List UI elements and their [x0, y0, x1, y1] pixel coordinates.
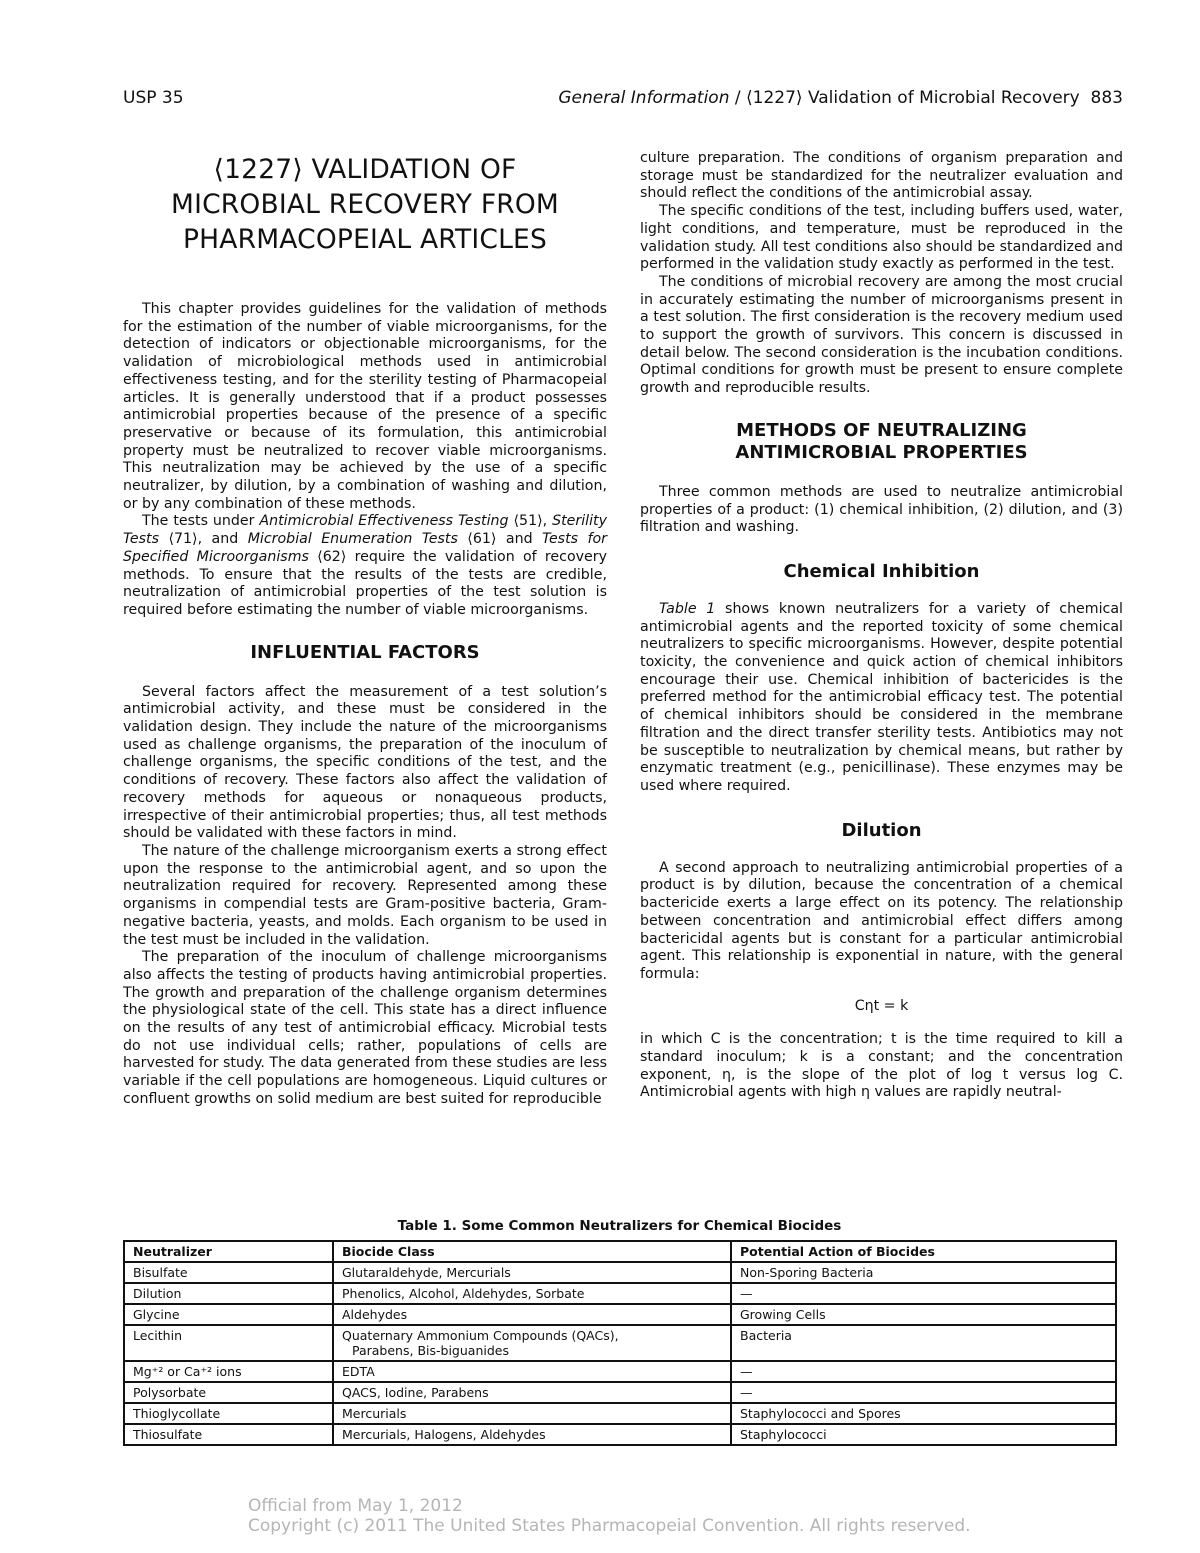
header-section: General Information [558, 88, 730, 108]
table-reference: Table 1 [659, 600, 716, 617]
table-cell: Polysorbate [124, 1382, 333, 1403]
table-cell: Bacteria [731, 1325, 1116, 1361]
table-row [124, 1424, 1116, 1445]
table-cell: EDTA [333, 1361, 731, 1382]
table-cell: Mercurials [333, 1403, 731, 1424]
table-header-row [124, 1241, 1116, 1262]
section-heading-methods [640, 420, 1123, 464]
paragraph: The specific conditions of the test, including buffers used, water, light conditions, and temperature, must be reproduced in the validation study. All test conditions also should be standardized and performed in the validation study exactly as performed in the test. [640, 203, 1123, 273]
text-run: ⟨51⟩, [508, 513, 553, 530]
cell-line: Quaternary Ammonium Compounds (QACs), [342, 1328, 619, 1343]
text-run: ⟨61⟩ and [457, 531, 543, 548]
paragraph: Several factors affect the measurement of a test solution’s antimicrobial activity, and these must be considered in the validation design. They include the nature of the microorganisms used as challenge organisms, the preparation of the inoculum of challenge organisms, the specific conditions of the test, and the conditions of recovery. These factors also affect the validation of recovery methods for aqueous or nonaqueous products, irrespective of their antimicrobial properties; thus, all test methods should be validated with these factors in mind. [123, 683, 607, 842]
paragraph: The nature of the challenge microorganism exerts a strong effect upon the response to the antimicrobial agent, and so upon the neutralization required for recovery. Represented among these organisms in compendial tests are Gram-positive bacteria, Gram-negative bacteria, yeasts, and molds. Each organism to be used in the test must be included in the validation. [123, 842, 607, 948]
text-run: shows known neutralizers for a variety of chemical antimicrobial agents and the reported toxicity of some chemical neutralizers to specific microorganisms. However, despite potential toxicity, the convenience and quick action of chemical inhibitors encourage their use. Chemical inhibition of bactericides is the preferred method for the antimicrobial efficacy test. The potential of chemical inhibitors should be considered in the membrane filtration and the direct transfer sterility tests. Antibiotics may not be susceptible to neutralization by chemical means, but rather by enzymatic treatment (e.g., penicillinase). These enzymes may be used where required. [640, 600, 1123, 794]
test-reference: Sterility Tests [123, 513, 608, 548]
subheading-dilution: Dilution [841, 819, 922, 841]
table-cell: Dilution [124, 1283, 333, 1304]
table-cell: Growing Cells [731, 1304, 1116, 1325]
paragraph: The conditions of microbial recovery are among the most crucial in accurately estimating the number of microorganisms present in a test solution. The first consideration is the recovery medium used to support the growth of survivors. This concern is discussed in detail below. The second consideration is the incubation conditions. Optimal conditions for growth must be present to ensure complete growth and reproducible results. [640, 273, 1123, 397]
table-row [124, 1262, 1116, 1283]
section-heading-influential-factors: INFLUENTIAL FACTORS [250, 641, 480, 663]
header-chapter: / ⟨1227⟩ Validation of Microbial Recovery [729, 88, 1080, 108]
test-reference: Antimicrobial Effectiveness Testing [259, 513, 509, 530]
cell-line: Parabens, Bis-biguanides [352, 1343, 509, 1358]
table-row [124, 1403, 1116, 1424]
table-row [124, 1361, 1116, 1382]
table-cell: — [731, 1382, 1116, 1403]
table-cell: Staphylococci and Spores [731, 1403, 1116, 1424]
table-cell [333, 1325, 731, 1361]
paragraph: in which C is the concentration; t is the time required to kill a standard inoculum; k is a constant; and the concentration exponent, η, is the slope of the plot of log t versus log C. Antimicrobial agents with high η values are rapidly neutral- [640, 1031, 1123, 1101]
subheading-chemical-inhibition: Chemical Inhibition [783, 560, 980, 582]
title-line: ⟨1227⟩ VALIDATION OF [213, 154, 517, 185]
title-line: PHARMACOPEIAL ARTICLES [182, 224, 548, 255]
footer-line: Official from May 1, 2012 [248, 1496, 463, 1516]
paragraph [123, 513, 607, 619]
footer-line: Copyright (c) 2011 The United States Pharmacopeial Convention. All rights reserved. [248, 1516, 971, 1536]
table-cell: Glutaraldehyde, Mercurials [333, 1262, 731, 1283]
table-cell: Bisulfate [124, 1262, 333, 1283]
table-row [124, 1304, 1116, 1325]
heading-line: ANTIMICROBIAL PROPERTIES [735, 441, 1028, 463]
paragraph: This chapter provides guidelines for the validation of methods for the estimation of the number of viable microorganisms, for the detection of indicators or objectionable microorganisms, for the validation of microbiological methods used in antimicrobial effectiveness testing, and for the sterility testing of Pharmacopeial articles. It is generally understood that if a product possesses antimicrobial properties because of the presence of a specific preservative or because of its formulation, this antimicrobial property must be neutralized to recover viable microorganisms. This neutralization may be achieved by the use of a specific neutralizer, by dilution, by a combination of washing and dilution, or by any combination of these methods. [123, 301, 607, 512]
table-cell: Lecithin [124, 1325, 333, 1361]
table-cell: — [731, 1361, 1116, 1382]
test-reference: Tests for Specified Microorganisms [123, 531, 607, 565]
table-cell: Glycine [124, 1304, 333, 1325]
table-cell: Aldehydes [333, 1304, 731, 1325]
table-cell: Thioglycollate [124, 1403, 333, 1424]
heading-line: METHODS OF NEUTRALIZING [736, 419, 1027, 441]
table-cell: Mg⁺² or Ca⁺² ions [124, 1361, 333, 1382]
text-run: ⟨71⟩, and [159, 531, 248, 548]
table-row [124, 1325, 1116, 1361]
text-run: ⟨62⟩ require the validation of recovery methods. To ensure that the results of the tests are credible, neutralization of antimicrobial properties of the test solution is required before estimating the number of viable microorganisms. [123, 548, 607, 618]
running-header-left: USP 35 [123, 88, 184, 108]
formula: Cηt = k [854, 997, 909, 1014]
column-header: Neutralizer [124, 1241, 333, 1262]
table-cell: Mercurials, Halogens, Aldehydes [333, 1424, 731, 1445]
table-cell: — [731, 1283, 1116, 1304]
table-row [124, 1382, 1116, 1403]
neutralizers-table [123, 1240, 1117, 1446]
test-reference: Microbial Enumeration Tests [247, 531, 458, 548]
chapter-title [123, 152, 607, 257]
text-run: The tests under [142, 513, 260, 530]
paragraph: culture preparation. The conditions of organism preparation and storage must be standardized for the neutralizer evaluation and should reflect the conditions of the antimicrobial assay. [640, 150, 1123, 202]
table-cell: QACS, Iodine, Parabens [333, 1382, 731, 1403]
paragraph [640, 601, 1123, 796]
column-header: Potential Action of Biocides [731, 1241, 1116, 1262]
column-header: Biocide Class [333, 1241, 731, 1262]
page-number: 883 [1090, 88, 1123, 108]
copyright-footer [248, 1496, 971, 1536]
paragraph: Three common methods are used to neutralize antimicrobial properties of a product: (1) chemical inhibition, (2) dilution, and (3) filtration and washing. [640, 483, 1123, 536]
running-header-right [558, 88, 1123, 108]
table-caption: Table 1. Some Common Neutralizers for Chemical Biocides [397, 1218, 842, 1234]
table-cell: Phenolics, Alcohol, Aldehydes, Sorbate [333, 1283, 731, 1304]
right-column [640, 150, 1123, 1102]
table-row [124, 1283, 1116, 1304]
paragraph: A second approach to neutralizing antimicrobial properties of a product is by dilution, because the concentration of a chemical bactericide exerts a large effect on its potency. The relationship between concentration and antimicrobial effect differs among bactericidal agents but is constant for a particular antimicrobial agent. This relationship is exponential in nature, with the general formula: [640, 859, 1123, 982]
table-cell: Staphylococci [731, 1424, 1116, 1445]
table-cell: Non-Sporing Bacteria [731, 1262, 1116, 1283]
paragraph: The preparation of the inoculum of challenge microorganisms also affects the testing of products having antimicrobial properties. The growth and preparation of the challenge organism determines the physiological state of the cell. This state has a direct influence on the results of any test of antimicrobial efficacy. Microbial tests do not use individual cells; rather, populations of cells are harvested for study. The data generated from these studies are less variable if the cell populations are homogeneous. Liquid cultures or confluent growths on solid medium are best suited for reproducible [123, 949, 607, 1107]
left-column [123, 150, 607, 1109]
table-cell: Thiosulfate [124, 1424, 333, 1445]
title-line: MICROBIAL RECOVERY FROM [171, 189, 559, 220]
